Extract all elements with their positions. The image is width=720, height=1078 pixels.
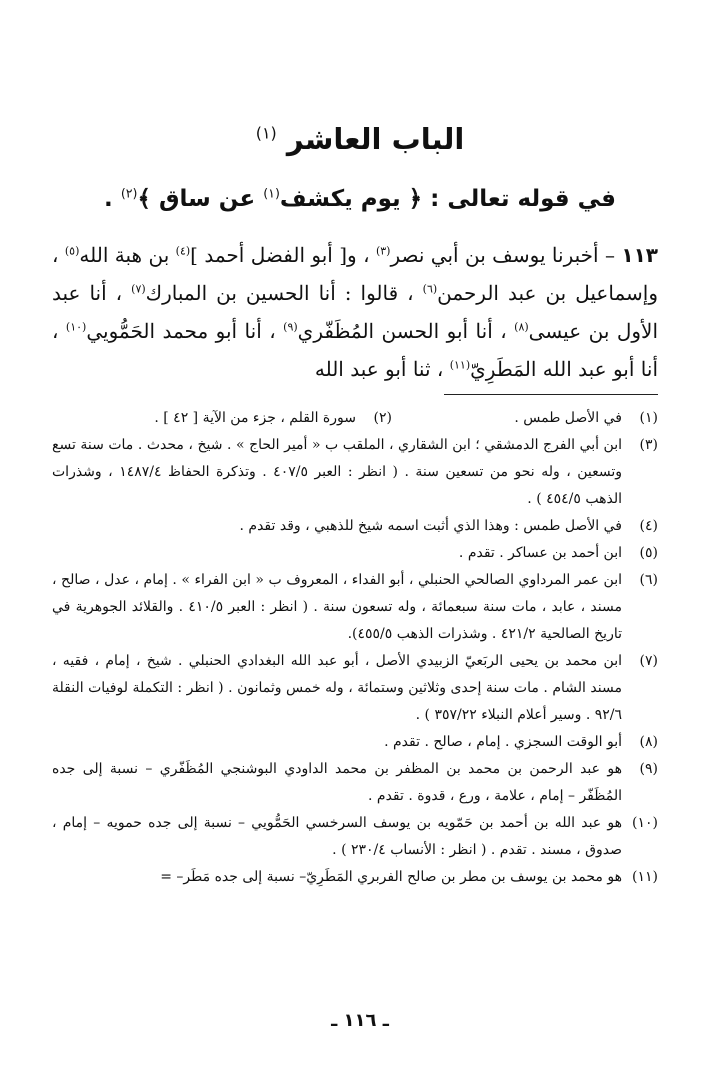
footnote-text: ابن عمر المرداوي الصالحي الحنبلي ، أبو الفداء ، المعروف ب « ابن الفراء » . إمام ، عدل ، صالح ، مسند ، عابد ، مات سنة سبعمائة ، وله تسعون سنة . ( انظر : العبر ٤١٠/٥ . والقلائد الجوهرية في تاريخ الصالحية ٤٢١/٢ . وشذرات الذهب ٤٥٥/٥). (52, 572, 622, 642)
quran-open-bracket: ﴿ (408, 186, 423, 212)
footnote-number: (١١) (632, 869, 658, 885)
footnote-ref-11[interactable]: (١١) (449, 358, 471, 372)
body-segment: ، أنا عبد الأول بن عيسى (52, 281, 659, 343)
footnote-item (52, 864, 658, 891)
footnote-item (52, 756, 658, 810)
footnote-ref-9[interactable]: (٩) (283, 320, 298, 334)
footnote-text: هو عبد الرحمن بن محمد بن المظفر بن محمد الداودي البوشنجي المُظَفّري – نسبة إلى جده المُظَفّر – إمام ، علامة ، ورع ، قدوة . تقدم . (52, 761, 622, 804)
footnote-text: هو محمد بن يوسف بن مطر بن صالح الفربري المَطَرِيّ– نسبة إلى جده مَطَر– = (160, 869, 622, 885)
footnote-text: ابن أحمد بن عساكر . تقدم . (458, 545, 622, 561)
footnote-number: (١) (639, 410, 658, 426)
footnote-text: في الأصل طمس : وهذا الذي أثبت اسمه شيخ للذهبي ، وقد تقدم . (239, 518, 622, 534)
footnote-number: (٥) (639, 545, 658, 561)
footnote-number: (٩) (639, 761, 658, 777)
body-segment: ، وإسماعيل بن عبد الرحمن (52, 243, 658, 305)
footnote-number: (٢) (373, 410, 392, 426)
footnote-item (52, 540, 658, 567)
body-segment: ، أنا أبو محمد الحَمُّويي (86, 319, 284, 343)
body-segment: ، قالوا : أنا الحسين بن المبارك (145, 281, 423, 305)
body-segment: ، أنا أبو عبد الله المَطَرِيّ (52, 319, 658, 381)
footnote-number: (١٠) (632, 815, 658, 831)
footnote-ref-7[interactable]: (٧) (131, 282, 146, 296)
footnote-ref-4[interactable]: (٤) (175, 244, 191, 258)
body-segment: بن هبة الله (79, 243, 176, 267)
verse-text-part2: عن ساق (158, 186, 256, 212)
footnote-number: (٣) (639, 437, 658, 453)
verse-note-ref[interactable]: (١) (263, 185, 280, 201)
footnote-ref-10[interactable]: (١٠) (65, 320, 87, 334)
footnote-ref-5[interactable]: (٥) (64, 244, 80, 258)
body-segment: ، و[ أبو الفضل أحمد ] (190, 243, 376, 267)
footnote-text: هو عبد الله بن أحمد بن حَمّويه بن يوسف السرخسي الحَمُّويي – نسبة إلى جده حمويه – إمام ، صدوق ، مسند . تقدم . ( انظر : الأنساب ٢٣٠/٤ ) . (52, 815, 622, 858)
footnote-number: (٧) (639, 653, 658, 669)
chapter-title (0, 122, 720, 156)
hadith-number: ١١٣ (621, 243, 658, 267)
footnote-number: (٦) (639, 572, 658, 588)
chapter-note-ref[interactable]: (١) (255, 123, 277, 143)
footnote-text: أبو الوقت السجزي . إمام ، صالح . تقدم . (384, 734, 622, 750)
footnotes-row-1-2 (52, 405, 658, 432)
body-segment: – أخبرنا يوسف بن أبي نصر (390, 243, 622, 267)
page-number: ـ ١١٦ ـ (331, 1010, 389, 1031)
footnote-item (52, 567, 658, 648)
body-segment: ، أنا أبو الحسن المُظَفّري (297, 319, 515, 343)
footnote-text: ابن أبي الفرج الدمشقي ؛ ابن الشقاري ، الملقب ب « أمير الحاج » . شيخ ، محدث . مات سنة تسع وتسعين ، وله نحو من تسعين سنة . ( انظر : العبر ٤٠٧/٥ . وتذكرة الحفاظ ١٤٨٧/٤ ، وشذرات الذهب ٤٥٤/٥ ) . (52, 437, 623, 507)
footnote-item (52, 432, 658, 513)
footnotes-list (52, 432, 658, 891)
subtitle-end-period: . (104, 186, 113, 212)
subtitle-note-ref[interactable]: (٢) (120, 185, 138, 201)
body-segment: ، ثنا أبو عبد الله (314, 357, 450, 381)
hadith-body (52, 236, 658, 388)
footnote-text: في الأصل طمس . (514, 410, 622, 426)
footnote-item (52, 729, 658, 756)
footnote-item (52, 810, 658, 864)
footnote-ref-8[interactable]: (٨) (514, 320, 529, 334)
footnote-ref-6[interactable]: (٦) (422, 282, 438, 296)
footnote-item (52, 513, 658, 540)
footnote-separator (444, 394, 658, 395)
verse-text-part1: يوم يكشف (279, 186, 401, 212)
subtitle-lead: في قوله تعالى : (430, 186, 616, 212)
hadith-paragraph (52, 236, 658, 388)
footnote-text: ابن محمد بن يحيى الربَعيّ الزبيدي الأصل ، أبو عبد الله البغدادي الحنبلي . شيخ ، إمام ، فقيه ، مسند الشام . مات سنة إحدى وثلاثين وستمائة ، وله خمس وثمانون . ( انظر : التكملة لوفيات النقلة ٩٢/٦ . وسير أعلام النبلاء ٣٥٧/٢٢ ) . (52, 653, 622, 723)
chapter-title-text: الباب العاشر (286, 122, 465, 156)
footnote-number: (٨) (639, 734, 658, 750)
footnote-ref-3[interactable]: (٣) (375, 244, 391, 258)
quran-close-bracket: ﴾ (137, 186, 151, 212)
footnote-number: (٤) (639, 518, 658, 534)
footnote-item (52, 648, 658, 729)
footnote-text: سورة القلم ، جزء من الآية [ ٤٢ ] . (154, 410, 356, 426)
section-subtitle (0, 186, 720, 212)
